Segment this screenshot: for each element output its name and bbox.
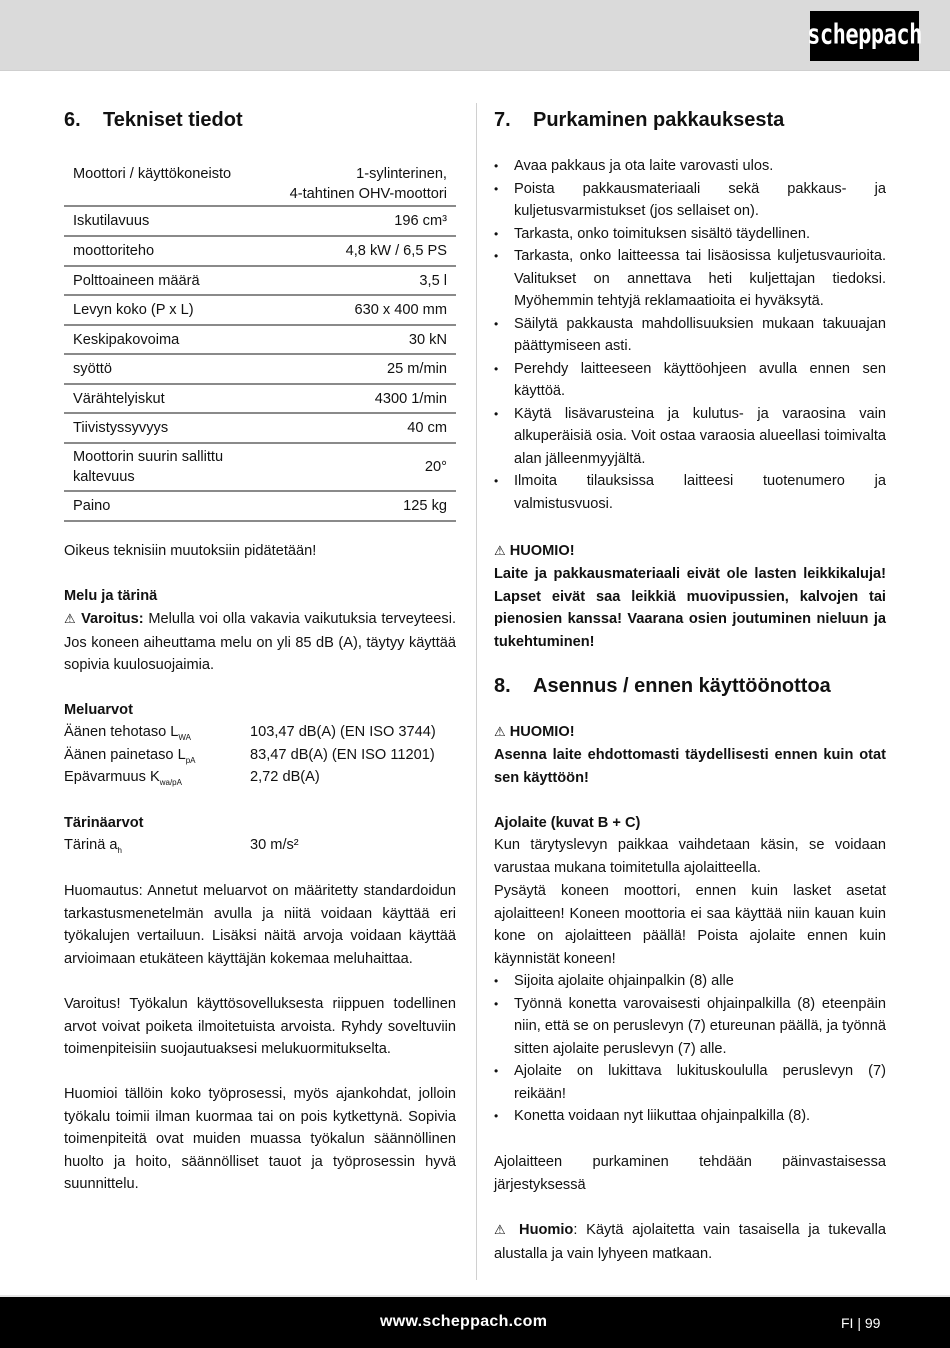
spec-row	[64, 237, 456, 267]
spec-label: Iskutilavuus	[73, 213, 150, 229]
rights-note: Oikeus teknisiin muutoksiin pidätetään!	[64, 543, 317, 559]
removal-text: Ajolaitteen purkaminen tehdään päinvastaisessa järjestyksessä	[494, 1154, 886, 1193]
spec-row	[64, 355, 456, 385]
transport-stop-text: Pysäytä koneen moottori, ennen kuin lasket asetat ajolaitteen! Koneen moottoria ei saa käyttää niin kauan kuin kone on ajolaitteen päällä! Poista ajolaite ennen kuin käynnistät koneen!	[494, 883, 886, 967]
spec-label: syöttö	[73, 361, 112, 377]
noise-values-heading: Meluarvot	[64, 702, 133, 718]
page-number: FI | 99	[841, 1315, 881, 1331]
spec-value: 630 x 400 mm	[354, 302, 447, 318]
page-footer	[0, 1295, 950, 1348]
warning-triangle-icon: ⚠	[494, 1223, 511, 1238]
transport-note: ⚠ Huomio: Käytä ajolaitetta vain tasaisella ja tukevalla alustalla ja vain lyhyeen matkaan.	[494, 1222, 887, 1262]
spec-row	[64, 267, 456, 296]
spec-value: 25 m/min	[386, 361, 447, 377]
spec-label: Tiivistyssyvyys	[73, 420, 169, 436]
list-item: • Tarkasta, onko toimituksen sisältö täydellinen.	[494, 223, 886, 246]
spec-row	[64, 207, 456, 237]
spec-value: 20°	[424, 459, 447, 475]
spec-label: Moottorin suurin sallittu kaltevuus	[73, 449, 224, 485]
list-item: • Avaa pakkaus ja ota laite varovasti ulos.	[494, 155, 886, 178]
list-item: • Ilmoita tilauksissa laitteesi tuotenumero ja valmistusvuosi.	[494, 470, 886, 515]
spec-row	[64, 155, 456, 207]
transport-device-heading: Ajolaite (kuvat B + C)	[494, 815, 641, 831]
column-divider	[476, 103, 477, 1280]
list-item: • Konetta voidaan nyt liikuttaa ohjainpalkilla (8).	[494, 1105, 886, 1128]
caution-text: Asenna laite ehdottomasti täydellisesti ennen kuin otat sen käyttöön!	[494, 747, 886, 786]
spec-row	[64, 385, 456, 414]
list-item: • Poista pakkausmateriaali sekä pakkaus- ja kuljetusvarmistukset (jos sellaiset on).	[494, 178, 886, 223]
list-item: • Tarkasta, onko laitteessa tai lisäosissa kuljetusvaurioita. Valitukset on annettava heti kuljettajan tiedoksi. Myöhemmin tehtyjä reklamaatioita ei hyväksytä.	[494, 245, 886, 313]
spec-value: 196 cm³	[394, 213, 447, 229]
spec-value: 30 kN	[408, 331, 447, 348]
scheppach-logo: scheppach	[810, 11, 919, 61]
unpacking-list	[494, 155, 886, 515]
warning-triangle-icon: ⚠	[494, 725, 506, 740]
spec-row	[64, 444, 456, 492]
caution-title: ⚠ HUOMIO!	[494, 543, 575, 559]
list-item: • Perehdy laitteeseen käyttöohjeen avulla ennen sen käyttöä.	[494, 358, 886, 403]
caution-text: Laite ja pakkausmateriaali eivät ole lasten leikkikaluja! Lapset eivät saa leikkiä muovipussien, kalvojen tai pienosien kanssa! Vaarana osien joutuminen nieluun ja tukehtuminen!	[494, 566, 886, 650]
vibration-heading: Tärinäarvot	[64, 815, 144, 831]
noise-heading: Melu ja tärinä	[64, 588, 158, 604]
section-title: Purkaminen pakkauksesta	[533, 109, 785, 131]
section-number: 6.	[64, 109, 81, 131]
section-6-heading	[64, 108, 243, 132]
spec-label: Moottori / käyttökoneisto	[73, 166, 232, 182]
caution-title: ⚠ HUOMIO!	[494, 724, 575, 740]
page-header	[0, 0, 950, 71]
spec-value: 3,5 l	[419, 272, 447, 289]
noise-remark-paragraph: Huomautus: Annetut meluarvot on määritetty standardoidun tarkastusmenetelmän avulla ja niitä voidaan käyttää eri työkalujen vertailuun. Lisäksi näitä arvoja voidaan käyttää arvioimaan etukäteen käyttäjän kokemaa meluhaittaa.	[64, 883, 456, 967]
spec-label: Polttoaineen määrä	[73, 272, 200, 289]
list-item: • Ajolaite on lukittava lukituskoululla peruslevyn (7) reikään!	[494, 1060, 886, 1105]
spec-label: Levyn koko (P x L)	[73, 302, 194, 318]
section-title: Asennus / ennen käyttöönottoa	[533, 675, 831, 697]
spec-label: Värähtelyiskut	[73, 390, 165, 407]
noise-measures-paragraph: Huomioi tällöin koko työprosessi, myös ajankohdat, jolloin työkalu toimii ilman kuormaa tai on pois kytkettynä. Sopivia toimenpiteitä ovat muiden muassa työkalun säännöllinen huolto ja hoito, säännölliset tauot ja työprosessin hyvä suunnittelu.	[64, 1086, 456, 1192]
spec-label: Keskipakovoima	[73, 331, 180, 348]
spec-value: 40 cm	[407, 420, 447, 436]
spec-row	[64, 326, 456, 355]
section-title: Tekniset tiedot	[103, 109, 243, 131]
warning-triangle-icon: ⚠	[64, 612, 77, 627]
noise-warning-paragraph: Varoitus! Työkalun käyttösovelluksesta riippuen todellinen arvot voivat poiketa ilmoitetuista arvoista. Ryhdy soveltuviin toimenpiteisiin suojautuaksesi melukuormitukselta.	[64, 996, 456, 1057]
list-item: • Työnnä konetta varovaisesti ohjainpalkilla (8) eteenpäin niin, että se on peruslevyn (7) etureunan päällä, ja työnnä sitten ajolaite peruslevyn (7) alle.	[494, 993, 886, 1061]
noise-value-row: Epävarmuus $K_{wa/pA}$ 2,72 dB(A)	[64, 769, 320, 787]
section-8-heading	[494, 674, 831, 698]
section-7-heading	[494, 108, 784, 132]
noise-warning	[64, 608, 456, 677]
spec-label: Paino	[73, 498, 111, 514]
spec-value: 4,8 kW / 6,5 PS	[345, 243, 447, 259]
list-item: • Käytä lisävarusteina ja kulutus- ja varaosina vain alkuperäisiä osia. Voit ostaa varaosia alueellasi toimivalta alan jälleenmyyjältä.	[494, 403, 886, 471]
spec-row	[64, 296, 456, 326]
transport-steps-list	[494, 970, 886, 1128]
list-item: • Säilytä pakkausta mahdollisuuksien mukaan takuuajan päättymiseen asti.	[494, 313, 886, 358]
noise-value-row: Äänen painetaso $L_{pA}$ 83,47 dB(A) (EN ISO 11201)	[64, 747, 435, 765]
spec-value: 4300 1/min	[374, 390, 447, 407]
tech-specs-table	[64, 155, 456, 522]
warning-text: Melulla voi olla vakavia vaikutuksia terveyteesi. Jos koneen aiheuttama melu on yli 85 dB (A), täytyy käyttää sopivia kuulosuojaimia.	[64, 611, 457, 673]
warning-label: Varoitus:	[81, 611, 144, 627]
warning-triangle-icon: ⚠	[494, 544, 506, 559]
website-link[interactable]: www.scheppach.com	[380, 1313, 548, 1330]
section-number: 7.	[494, 109, 511, 131]
spec-row	[64, 492, 456, 522]
section-number: 8.	[494, 675, 511, 697]
spec-label: moottoriteho	[73, 243, 155, 259]
transport-intro: Kun tärytyslevyn paikkaa vaihdetaan käsin, se voidaan varustaa mukana toimitetulla ajolaitteella.	[494, 837, 886, 876]
list-item: • Sijoita ajolaite ohjainpalkin (8) alle	[494, 970, 886, 993]
noise-value-row: Äänen tehotaso $L_{WA}$ 103,47 dB(A) (EN ISO 3744)	[64, 724, 436, 742]
spec-row	[64, 414, 456, 444]
spec-value: 1-sylinterinen, 4-tahtinen OHV-moottori	[289, 166, 447, 202]
spec-value: 125 kg	[403, 498, 447, 514]
vibration-value-row: Tärinä $a_h$ 30 m/s²	[64, 837, 299, 855]
